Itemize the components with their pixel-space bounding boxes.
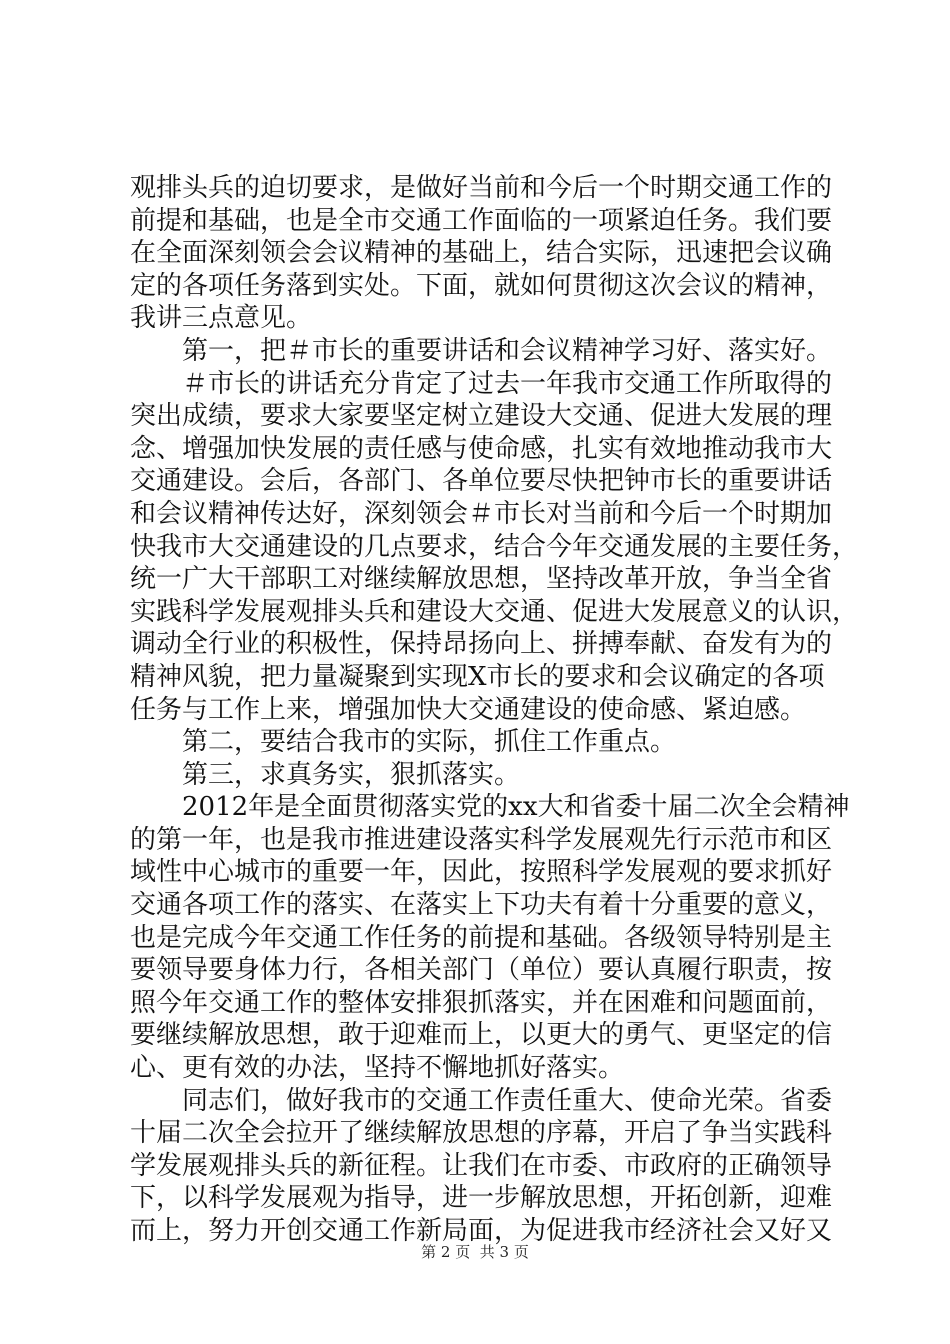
section-heading-3: 第三，求真务实，狠抓落实。	[182, 759, 521, 790]
text-line: 同志们，做好我市的交通工作责任重大、使命光荣。省委	[182, 1085, 833, 1116]
text-line: 要继续解放思想，敢于迎难而上，以更大的勇气、更坚定的信	[130, 1020, 833, 1051]
text-line: 交通各项工作的落实、在落实上下功夫有着十分重要的意义，	[130, 890, 833, 921]
text-line: 快我市大交通建设的几点要求，结合今年交通发展的主要任务，	[130, 531, 859, 562]
text-line: 统一广大干部职工对继续解放思想，坚持改革开放，争当全省	[130, 564, 833, 595]
text-line: ＃市长的讲话充分肯定了过去一年我市交通工作所取得的	[182, 368, 833, 399]
text-line: 的第一年，也是我市推进建设落实科学发展观先行示范市和区	[130, 824, 833, 855]
text-line: 定的各项任务落到实处。下面，就如何贯彻这次会议的精神，	[130, 270, 833, 301]
text-line: 域性中心城市的重要一年，因此，按照科学发展观的要求抓好	[130, 857, 833, 888]
text-line: 照今年交通工作的整体安排狠抓落实，并在困难和问题面前，	[130, 987, 833, 1018]
section-heading-2: 第二，要结合我市的实际，抓住工作重点。	[182, 727, 677, 758]
text-line: 心、更有效的办法，坚持不懈地抓好落实。	[130, 1053, 625, 1084]
text-line: 和会议精神传达好，深刻领会＃市长对当前和今后一个时期加	[130, 498, 833, 529]
text-line: 而上，努力开创交通工作新局面，为促进我市经济社会又好又	[130, 1216, 833, 1246]
page-number-footer: 第 2 页 共 3 页	[421, 1243, 529, 1261]
text-line: 念、增强加快发展的责任感与使命感，扎实有效地推动我市大	[130, 433, 833, 464]
text-line: 十届二次全会拉开了继续解放思想的序幕，开启了争当实践科	[130, 1118, 833, 1149]
text-line: 突出成绩，要求大家要坚定树立建设大交通、促进大发展的理	[130, 401, 833, 432]
text-line: 也是完成今年交通工作任务的前提和基础。各级领导特别是主	[130, 922, 833, 953]
text-line: 前提和基础，也是全市交通工作面临的一项紧迫任务。我们要	[130, 205, 833, 236]
text-line: 精神风貌，把力量凝聚到实现X市长的要求和会议确定的各项	[130, 661, 825, 692]
body-text	[130, 172, 859, 1248]
text-line: 实践科学发展观排头兵和建设大交通、促进大发展意义的认识，	[130, 596, 859, 627]
text-line: 2012年是全面贯彻落实党的xx大和省委十届二次全会精神	[182, 792, 850, 823]
text-line: 学发展观排头兵的新征程。让我们在市委、市政府的正确领导	[130, 1150, 833, 1181]
text-line: 任务与工作上来，增强加快大交通建设的使命感、紧迫感。	[130, 694, 807, 725]
text-line: 调动全行业的积极性，保持昂扬向上、拼搏奉献、奋发有为的	[130, 629, 833, 660]
text-line: 在全面深刻领会会议精神的基础上，结合实际，迅速把会议确	[130, 238, 833, 269]
text-line: 观排头兵的迫切要求，是做好当前和今后一个时期交通工作的	[130, 173, 833, 203]
text-line: 下，以科学发展观为指导，进一步解放思想，开拓创新，迎难	[130, 1183, 833, 1214]
section-heading-1: 第一，把＃市长的重要讲话和会议精神学习好、落实好。	[182, 335, 833, 366]
text-line: 我讲三点意见。	[130, 303, 313, 334]
text-line: 要领导要身体力行，各相关部门（单位）要认真履行职责，按	[130, 955, 833, 986]
text-line: 交通建设。会后，各部门、各单位要尽快把钟市长的重要讲话	[130, 466, 833, 497]
